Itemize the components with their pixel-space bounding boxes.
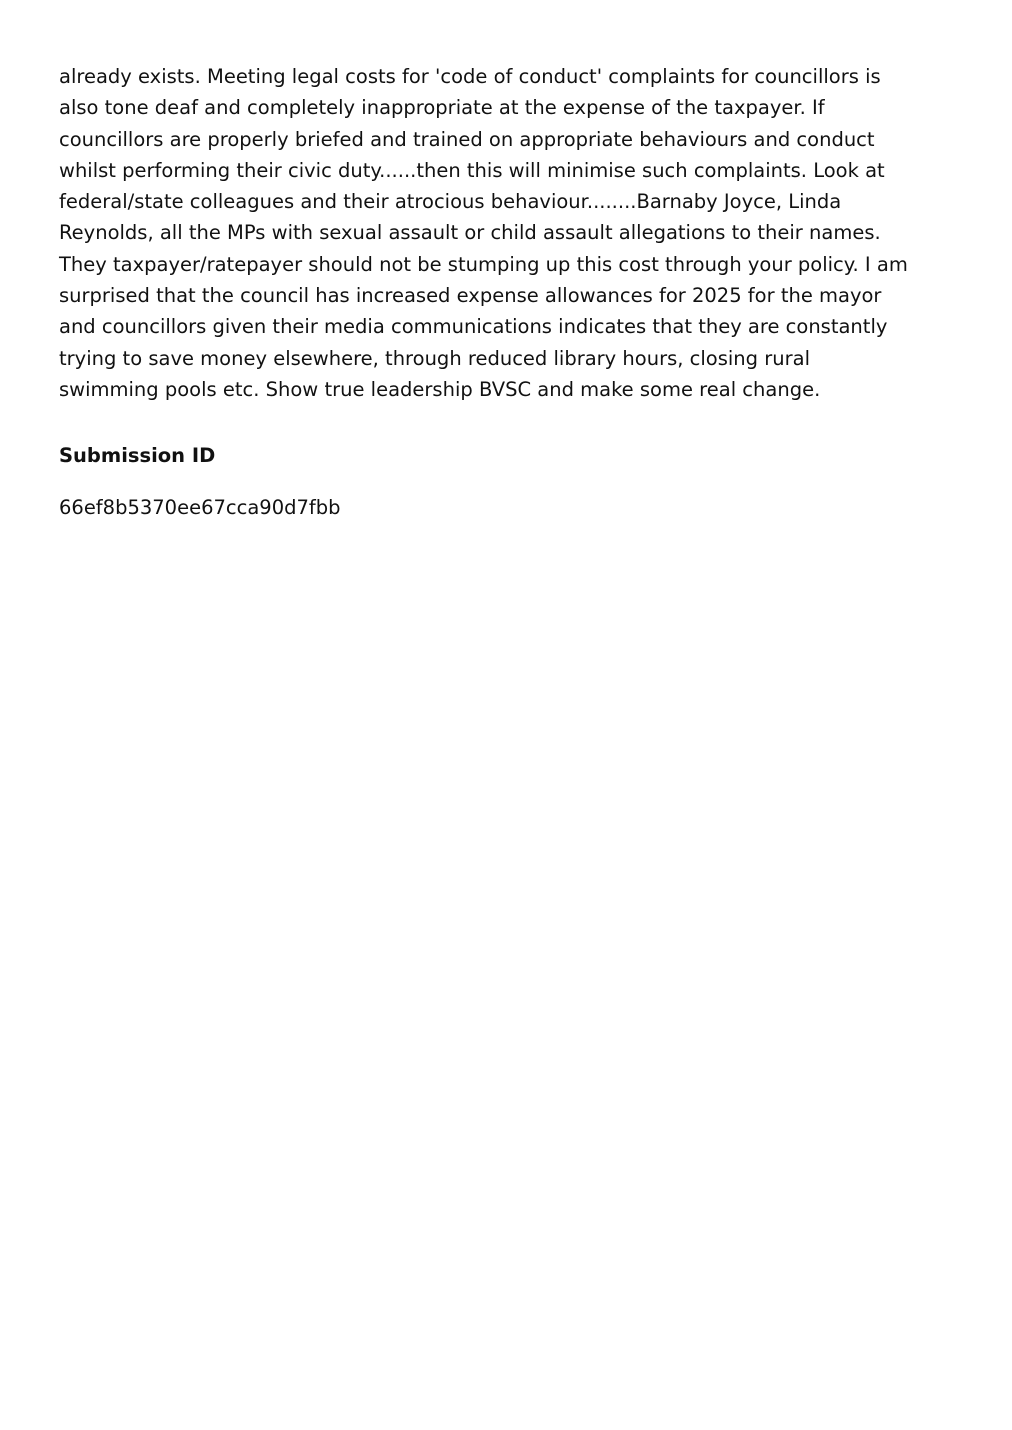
document-page xyxy=(59,61,959,523)
comment-body xyxy=(59,61,959,405)
comment-line: also tone deaf and completely inappropriate at the expense of the taxpayer. If xyxy=(59,96,825,120)
comment-line: councillors are properly briefed and trained on appropriate behaviours and conduct xyxy=(59,127,875,151)
comment-line: whilst performing their civic duty......then this will minimise such complaints. Look at xyxy=(59,158,885,182)
comment-line: federal/state colleagues and their atrocious behaviour........Barnaby Joyce, Linda xyxy=(59,190,842,214)
submission-id-value: 66ef8b5370ee67cca90d7fbb xyxy=(59,496,341,520)
submission-id-heading: Submission ID xyxy=(59,444,216,468)
comment-line: already exists. Meeting legal costs for 'code of conduct' complaints for councillors is xyxy=(59,65,881,88)
comment-line: Reynolds, all the MPs with sexual assault or child assault allegations to their names. xyxy=(59,221,881,245)
comment-line: swimming pools etc. Show true leadership BVSC and make some real change. xyxy=(59,377,821,401)
comment-line: trying to save money elsewhere, through reduced library hours, closing rural xyxy=(59,346,810,370)
comment-line: They taxpayer/ratepayer should not be stumping up this cost through your policy. I am xyxy=(59,252,908,276)
comment-line: surprised that the council has increased expense allowances for 2025 for the mayor xyxy=(59,284,882,308)
comment-line: and councillors given their media communications indicates that they are constantly xyxy=(59,315,888,339)
